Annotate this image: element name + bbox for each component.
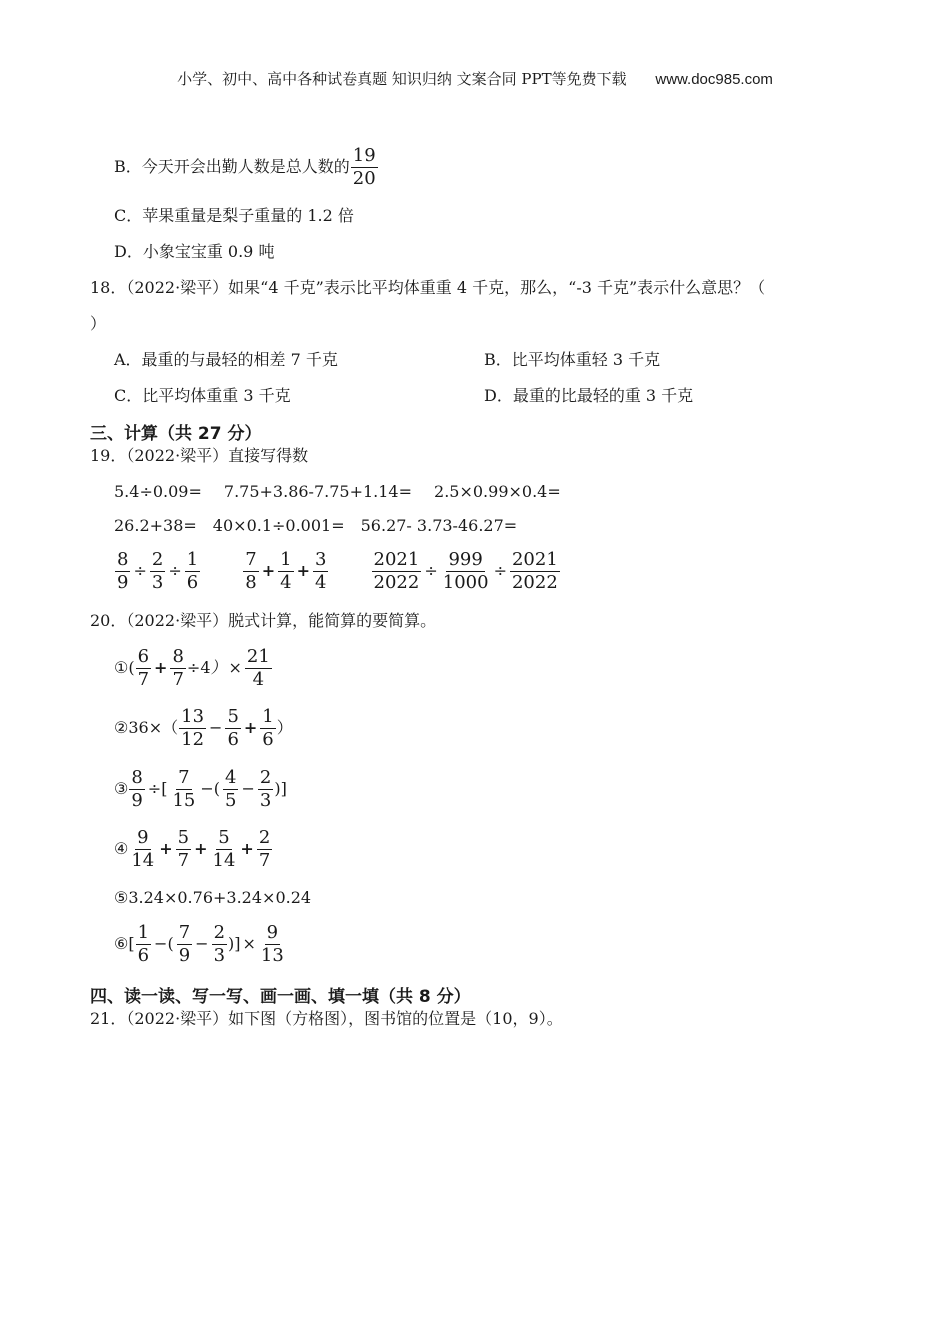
q20-part-2: ②36×（ $\frac{13}{12}$ − $\frac{5}{6}$ + $\frac{1}{6}$ ） [114,706,293,750]
q17-option-c: C．苹果重量是梨子重量的 1.2 倍 [114,206,354,225]
q18-option-c: C．比平均体重重 3 千克 [114,386,291,405]
q19-row-1: 5.4÷0.09= 7.75+3.86-7.75+1.14= 2.5×0.99×0.4= [114,482,561,501]
q20-part-6: ⑥[ $\frac{1}{6}$ −( $\frac{7}{9}$ − $\frac{2}{3}$ )] × $\frac{9}{13}$ [114,922,284,966]
q20-part-4: ④ $\frac{9}{14}$ + $\frac{5}{7}$ + $\frac{5}{14}$ + $\frac{2}{7}$ [114,827,271,871]
q19-row-3 [114,551,561,592]
q18-stem: 18．（2022·梁平）如果“4 千克”表示比平均体重重 4 千克，那么，“-3 千克”表示什么意思？（ [90,278,766,297]
q18-option-a: A．最重的与最轻的相差 7 千克 [114,350,338,369]
fraction: $\frac{19}{20}$ [352,145,376,189]
q20-stem: 20．（2022·梁平）脱式计算，能简算的要简算。 [90,611,437,630]
q19-row-2: 26.2+38= 40×0.1÷0.001= 56.27- 3.73-46.27= [114,516,518,535]
header-site: www.doc985.com [655,71,773,88]
fraction-expression: $\frac{8}{9}$ ÷ $\frac{2}{3}$ ÷ $\frac{1}{6}$ [117,549,199,593]
q21-stem: 21．（2022·梁平）如下图（方格图），图书馆的位置是（10，9）。 [90,1009,563,1028]
fraction-expression: $\frac{7}{8}$ + $\frac{1}{4}$ + $\frac{3}{4}$ [245,549,327,593]
q18-stem-end: ） [90,314,107,333]
q20-part-1: ①( $\frac{6}{7}$ + $\frac{8}{7}$ ÷4） × $\frac{21}{4}$ [114,646,270,690]
q19-stem: 19．（2022·梁平）直接写得数 [90,446,309,465]
section-title: 三、计算（共 27 分） [90,424,262,444]
q17-option-d: D．小象宝宝重 0.9 吨 [114,242,275,261]
q18-option-d: D．最重的比最轻的重 3 千克 [484,386,694,405]
q20-part-3: ③ $\frac{8}{9}$ ÷[ $\frac{7}{15}$ −( $\frac{4}{5}$ − $\frac{2}{3}$ )] [114,767,287,811]
fraction-expression: $\frac{2021}{2022}$ ÷ $\frac{999}{1000}$ ÷ $\frac{2021}{2022}$ [373,549,558,593]
q18-option-b: B．比平均体重轻 3 千克 [484,350,661,369]
q17-option-b: B．今天开会出勤人数是总人数的 $\frac{19}{20}$ [114,145,376,189]
section-title: 四、读一读、写一写、画一画、填一填（共 8 分） [90,987,471,1007]
page-header [0,68,950,89]
header-text: 小学、初中、高中各种试卷真题 知识归纳 文案合同 PPT等免费下载 [177,70,627,88]
q20-part-5: ⑤3.24×0.76+3.24×0.24 [114,888,312,907]
